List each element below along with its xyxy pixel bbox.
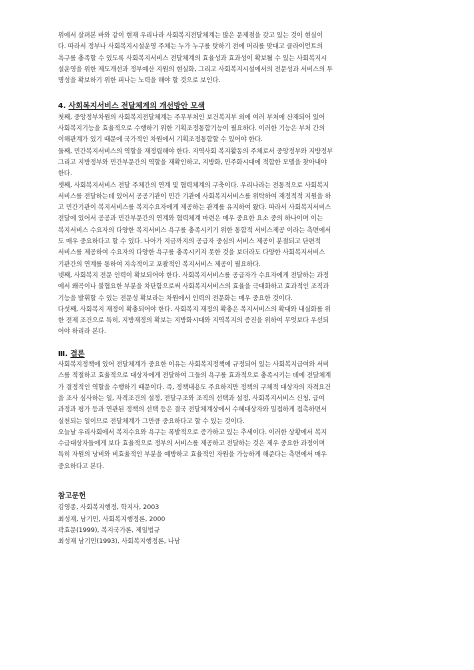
section-4-line: 도 매우 중요하다고 할 수 있다. 나아가 지금까지의 공급자 중심의 서비스 제공이 분절되고 단편적 <box>58 238 321 246</box>
section-4-line: 기관간의 연계를 통하여 지속적이고 포괄적인 복지서비스 제공이 필요하다. <box>58 260 261 268</box>
conclusion-line: 중요하다고 본다. <box>58 462 105 470</box>
section-4-line: 둘째, 민간복지서비스의 역할을 재정립해야 한다. 지역사회 복지활동의 주체로서 중앙정부와 지방정부 <box>58 147 333 155</box>
section-4-title: 사회복지서비스 전달체계의 개선방안 모색 <box>68 101 205 111</box>
section-4-line: 다섯째, 사회복지 재정이 확충되어야 한다. 사회복지 재정의 확충은 복지서비스의 확대와 내실화를 위 <box>58 305 331 313</box>
section-4-line: 한 전제 조건으로 특히, 지방재정의 확보는 지방화시대와 지역복지의 증진을 위하여 무엇보다 우선되 <box>58 317 329 325</box>
intro-line: 다. 따라서 정부나 사회복지시설운영 주체는 누가 누구를 탓하기 전에 머리를 맞대고 클라이언트의 <box>58 43 323 51</box>
reference-item: 최성재 남기민(1993), 사회복지행정론, 나남 <box>58 538 181 546</box>
intro-paragraph <box>58 30 422 86</box>
section-4-line: 에서 왜곡이나 불협요한 부분을 차단함으로써 사회복지서비스의 효율을 극대화하고 효과적인 조직과 <box>58 283 329 291</box>
intro-line: 위에서 살펴본 바와 같이 현재 우리나라 사회복지전달체계는 많은 문제점을 갖고 있는 것이 현실이 <box>58 32 323 39</box>
section-4-line: 이해관계가 있기 때문에 국가적인 차원에서 기획조정통합할 수 있어야 한다. <box>58 136 263 144</box>
conclusion-line: 스를 적절하고 효율적으로 대상자에게 전달하여 그들의 욕구를 효과적으로 충족시키는 데에 전달체계 <box>58 372 331 380</box>
intro-line: 욕구를 충족할 수 있도록 사회복지서비스 전달체계의 효율성과 효과성이 확보될 수 있는 사회복지시 <box>58 54 327 62</box>
section-3-conclusion <box>58 348 422 472</box>
conclusion-body <box>58 359 422 472</box>
conclusion-line: 오늘날 우리사회에서 복지수요와 욕구는 폭발적으로 증가하고 있는 추세이다. 이러한 상황에서 복지 <box>58 428 327 436</box>
reference-item: 곽효문(1999), 복지국가론, 제일법규 <box>58 526 160 534</box>
conclusion-line: 실천되는 일이므로 전달체계가 그만큼 중요하다고 할 수 있는 것이다. <box>58 417 245 425</box>
conclusion-heading <box>58 348 422 359</box>
conclusion-line: 과정과 평가 등과 연관된 정책의 선택 등은 결국 전달체계상에서 수혜대상자와 밀접하게 접촉하면서 <box>58 406 327 414</box>
section-4-line: 사회복지기능을 효율적으로 수행하기 위한 기획조정통합기능이 필요하다. 이러한 기능은 부처 간의 <box>58 125 325 133</box>
intro-line: 설운영을 위한 제도개선과 정부예산 지원의 현실화, 그리고 사회복지시설에서의 전문성과 서비스의 투 <box>58 65 333 73</box>
conclusion-line: 가 결정적인 역할을 수행하기 때문이다. 즉, 정책내용도 주요하지만 정책의 구체적 대상자의 자격요건 <box>58 383 331 391</box>
section-4-line: 전달에 있어서 공공과 민간부문간의 연계와 협력체계 마련은 매우 중요한 요소 중의 하나이며 이는 <box>58 215 323 223</box>
section-4-number: 4. <box>58 101 66 111</box>
conclusion-number: Ⅲ. <box>58 348 68 358</box>
section-4 <box>58 100 422 337</box>
section-4-line: 셋째, 사회복지서비스 전달 주체간의 연계 및 협력체계의 구축이다. 우리나라는 전통적으로 사회복지 <box>58 181 329 189</box>
section-4-line: 고 민간기관이 복지서비스를 복지수요자에게 제공하는 관계를 유지하여 왔다. 따라서 사회복지서비스 <box>58 204 331 212</box>
conclusion-line: 수급대상자들에게 보다 효율적으로 정부의 서비스를 제공하고 전달하는 것은 제우 중요한 과정이며 <box>58 440 325 448</box>
section-4-line: 서비스를 제공하여 수요자의 다양한 욕구를 충족시키지 못한 것을 보더라도 다양한 사회복지서비스 <box>58 249 325 257</box>
section-4-heading <box>58 100 422 111</box>
conclusion-line: 을 조사 심사하는 일, 자격조건의 설정, 전달구조와 조직의 선택과 설정, 사회복지서비스 신청, 급여 <box>58 394 325 402</box>
reference-item: 김영종, 사회복지행정, 학지사, 2003 <box>58 504 160 512</box>
intro-line: 명성을 확보하기 위한 피나는 노력을 해야 할 것으로 보인다. <box>58 77 221 85</box>
section-4-line: 그리고 지방정부와 민간부문간의 역할을 재확인하고, 지방화, 민주화시대에 적합한 모델을 찾아내야 <box>58 158 327 166</box>
section-4-line: 기능을 발휘할 수 있는 전문성 확보라는 차원에서 인력의 전문화는 매우 중요한 것이다. <box>58 294 293 302</box>
section-4-line: 넷째, 사회복지 전문 인력이 확보되어야 한다. 사회복지서비스를 공급자가 수요자에게 전달하는 과정 <box>58 271 329 279</box>
section-4-line: 서비스를 전달하는데 있어서 공공기관이 민간 기관에 사회복지서비스를 위탁하여 재정적적 지원을 하 <box>58 192 331 200</box>
conclusion-title: 결론 <box>70 348 85 358</box>
references-heading: 참고문헌 <box>58 490 86 500</box>
references-section <box>58 490 422 547</box>
section-4-line: 어야 하리라 본다. <box>58 328 107 336</box>
section-4-line: 복지서비스 수요자의 다양한 복지서비스 욕구를 충족시키기 위한 통합적 서비스제공 이라는 측면에서 <box>58 226 331 234</box>
section-4-body <box>58 112 422 338</box>
references-list <box>58 502 422 547</box>
conclusion-line: 특히 자원의 낭비와 비효율적인 부분을 예방하고 효율적인 자원을 가능하게 해준다는 측면에서 매우 <box>58 451 327 459</box>
reference-item: 최성재, 남기민, 사회복지행정론, 2000 <box>58 515 166 523</box>
section-4-line: 첫째, 중앙정부차원의 사회복지전달체계는 주무부처인 보건복지부 외에 여러 부처에 산재되어 있어 <box>58 113 325 121</box>
section-4-line: 한다. <box>58 170 73 178</box>
conclusion-line: 사회복지정책에 있어 전달체계가 중요한 이유는 사회복지정책에 규정되어 있는 사회복지급여와 서비 <box>58 361 329 369</box>
